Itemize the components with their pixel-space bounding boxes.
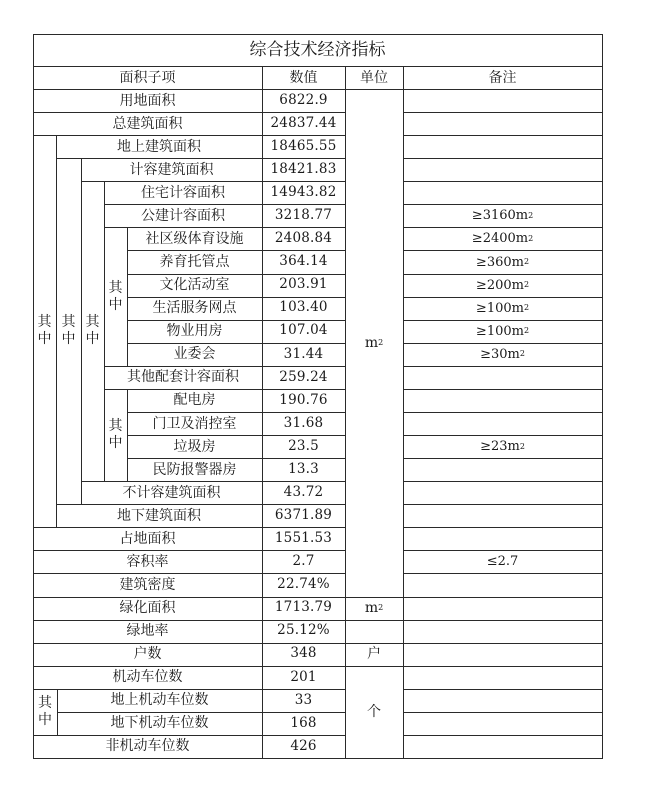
row-value: 1713.79	[274, 599, 333, 616]
row-note	[403, 597, 602, 620]
header-note: 备注	[488, 69, 517, 86]
row-note: ≥100m 2	[475, 323, 530, 339]
unit-area: m 2	[364, 334, 384, 351]
row-note	[403, 666, 602, 689]
row-value: 14943.82	[270, 184, 337, 201]
row-value: 6371.89	[274, 507, 333, 524]
row-label: 业委会	[173, 346, 216, 363]
grid-line	[345, 620, 404, 621]
row-label: 住宅计容面积	[141, 184, 225, 201]
row-label: 地下机动车位数	[110, 715, 209, 732]
row-label: 总建筑面积	[112, 115, 183, 132]
header-item: 面积子项	[119, 69, 176, 86]
row-label: 用地面积	[119, 92, 176, 109]
row-note	[403, 481, 602, 504]
row-note	[403, 412, 602, 435]
table-title: 综合技术经济指标	[249, 39, 386, 60]
row-value: 168	[290, 714, 317, 731]
row-note: ≥2400m 2	[471, 231, 534, 247]
row-value: 1551.53	[274, 530, 333, 547]
group-label: 其 中	[38, 694, 52, 728]
row-value: 24837.44	[270, 114, 337, 131]
row-note	[403, 712, 602, 735]
row-note: ≥100m 2	[475, 300, 530, 316]
row-note: ≥3160m 2	[471, 208, 534, 224]
row-label: 民防报警器房	[152, 461, 237, 478]
row-label: 占地面积	[119, 530, 176, 547]
row-value: 31.44	[283, 345, 324, 362]
row-value: 203.91	[279, 276, 328, 293]
unit-area: m 2	[364, 600, 384, 617]
row-value: 25.12%	[277, 622, 330, 639]
row-value: 426	[290, 737, 317, 754]
row-note	[403, 527, 602, 550]
row-note	[403, 389, 602, 412]
row-label: 计容建筑面积	[129, 161, 214, 178]
grid-line	[602, 34, 603, 759]
row-note	[403, 573, 602, 596]
group-label: 其 中	[108, 418, 123, 452]
row-label: 非机动车位数	[105, 738, 190, 755]
unit-households: 户	[367, 646, 381, 663]
row-note	[403, 89, 602, 112]
row-note	[403, 158, 602, 181]
row-label: 地上机动车位数	[110, 692, 209, 709]
row-label: 机动车位数	[112, 669, 183, 686]
row-note	[403, 735, 602, 758]
row-value: 23.5	[288, 437, 319, 454]
row-value: 13.3	[288, 460, 319, 477]
row-value: 43.72	[283, 483, 324, 500]
row-note	[403, 643, 602, 666]
row-note: ≤2.7	[486, 554, 519, 570]
row-label: 配电房	[173, 392, 216, 409]
row-label: 绿地率	[126, 623, 169, 640]
row-value: 18465.55	[270, 137, 337, 154]
row-label: 地上建筑面积	[117, 138, 201, 155]
row-label: 垃圾房	[173, 438, 216, 455]
row-note	[403, 504, 602, 527]
row-label: 建筑密度	[119, 577, 176, 593]
row-label: 容积率	[126, 553, 169, 570]
row-value: 201	[290, 668, 317, 685]
row-value: 33	[294, 691, 313, 708]
row-label: 文化活动室	[159, 277, 230, 294]
group-label: 其 中	[85, 314, 100, 348]
grid-line	[33, 758, 603, 759]
row-label: 生活服务网点	[152, 300, 237, 317]
header-unit: 单位	[360, 69, 388, 86]
row-note	[403, 112, 602, 135]
group-label: 其 中	[37, 314, 52, 348]
row-label: 绿化面积	[119, 600, 176, 617]
group-label: 其 中	[61, 314, 76, 348]
row-note	[403, 689, 602, 712]
group-label: 其 中	[108, 279, 123, 313]
row-value: 259.24	[279, 368, 328, 385]
row-value: 3218.77	[274, 207, 333, 224]
row-label: 其他配套计容面积	[127, 369, 239, 386]
row-label: 公建计容面积	[141, 207, 225, 224]
row-label: 养育托管点	[159, 254, 230, 271]
row-note: ≥30m 2	[480, 346, 525, 362]
row-note: ≥360m 2	[475, 254, 530, 270]
row-value: 2408.84	[274, 230, 333, 247]
row-label: 物业用房	[166, 323, 223, 340]
row-note: ≥23m 2	[480, 439, 525, 455]
row-label: 不计容建筑面积	[122, 484, 221, 501]
row-note	[403, 620, 602, 643]
header-value: 数值	[289, 69, 318, 86]
row-label: 地下建筑面积	[117, 507, 201, 524]
row-value: 348	[290, 645, 317, 662]
row-note	[403, 366, 602, 389]
row-value: 103.40	[279, 299, 328, 316]
row-label: 社区级体育设施	[145, 230, 244, 247]
row-note	[403, 135, 602, 158]
row-label: 户数	[133, 646, 162, 663]
row-value: 18421.83	[270, 160, 337, 177]
row-note: ≥200m 2	[475, 277, 530, 293]
row-note	[403, 458, 602, 481]
row-label: 门卫及消控室	[152, 415, 237, 432]
row-value: 364.14	[279, 253, 328, 270]
row-value: 190.76	[279, 391, 328, 408]
row-value: 6822.9	[279, 91, 328, 108]
row-value: 107.04	[279, 322, 328, 339]
row-note	[403, 181, 602, 204]
row-value: 2.7	[292, 553, 315, 570]
row-value: 22.74%	[277, 576, 330, 593]
unit-count: 个	[367, 703, 381, 720]
row-value: 31.68	[283, 414, 324, 431]
